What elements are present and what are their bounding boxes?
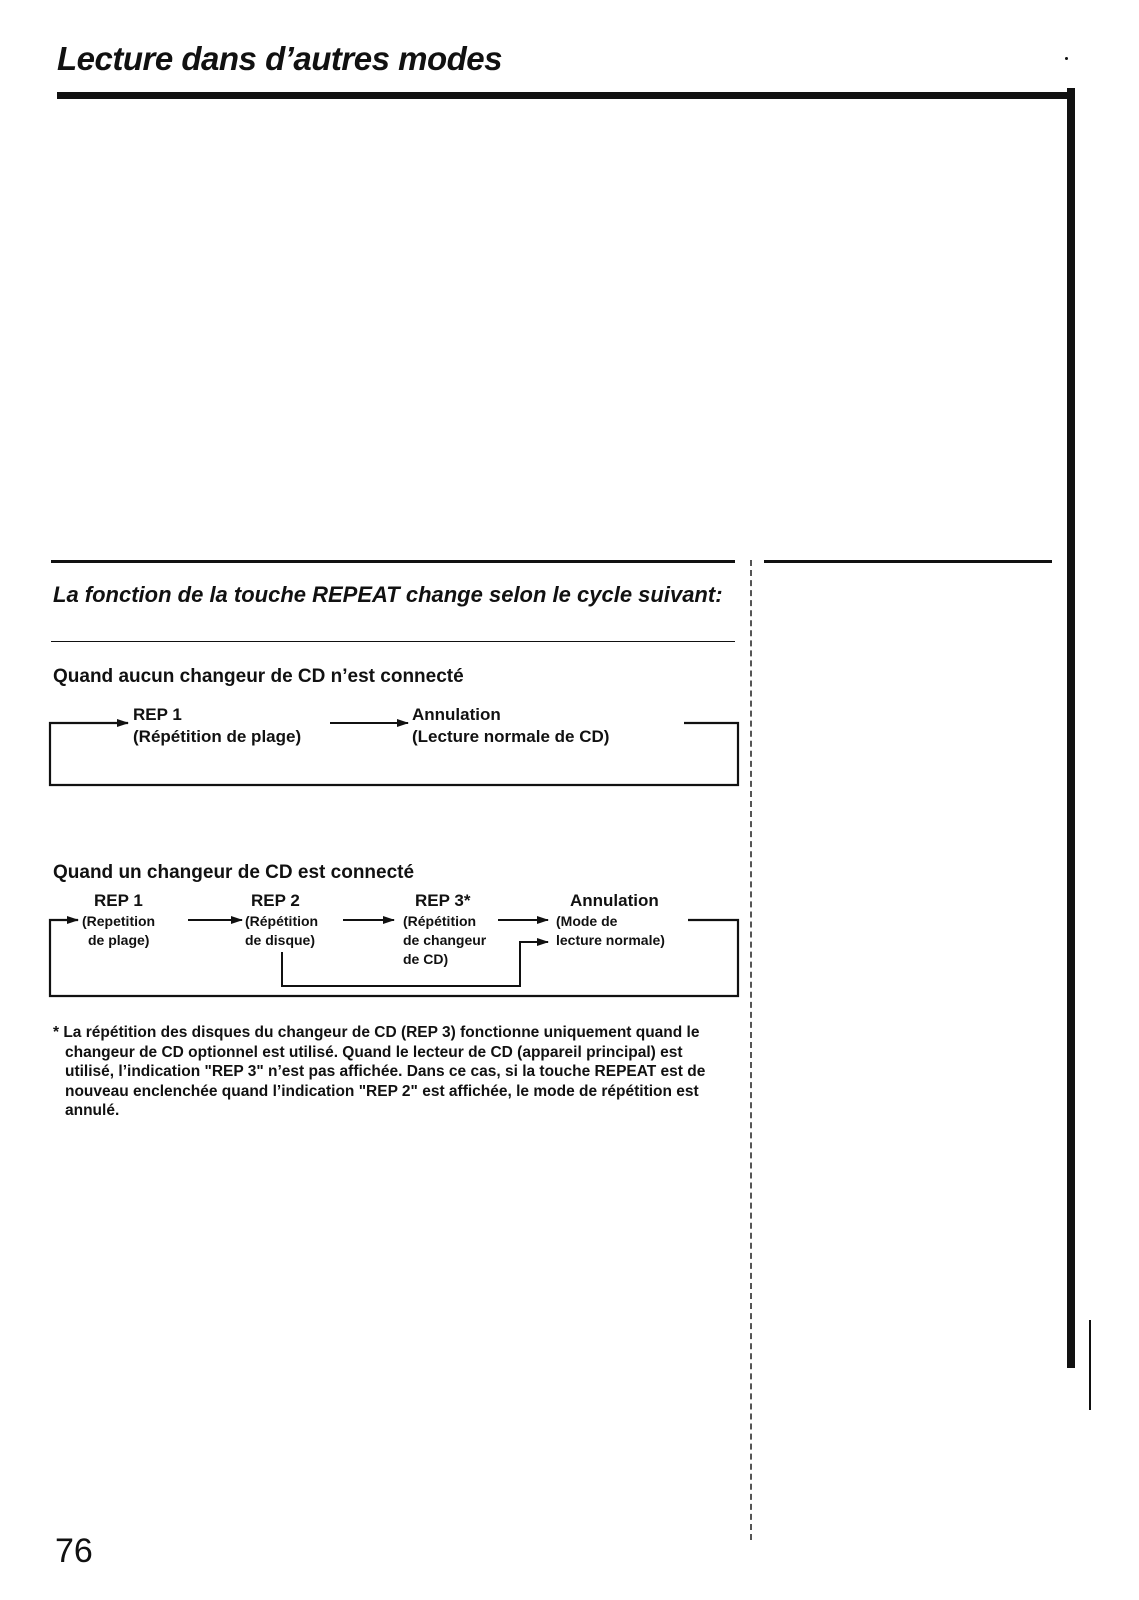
step-cancel-title: Annulation bbox=[412, 705, 501, 724]
changer-heading: Quand un changeur de CD est connecté bbox=[53, 862, 415, 883]
margin-dot bbox=[1065, 57, 1068, 60]
no-changer-heading: Quand aucun changeur de CD n’est connecté bbox=[53, 666, 464, 687]
step-rep3-desc-3: de CD) bbox=[403, 951, 449, 967]
step-rep3-desc-1: (Répétition bbox=[403, 913, 477, 929]
page-edge-bar bbox=[1067, 88, 1075, 1368]
changer-cycle-diagram bbox=[48, 890, 748, 1002]
section-subrule bbox=[51, 641, 735, 642]
step-rep3-desc-2: de changeur bbox=[403, 932, 487, 948]
no-changer-cycle-diagram bbox=[48, 700, 748, 790]
sidebar-rule bbox=[764, 560, 1052, 563]
step-rep2-desc-2: de disque) bbox=[245, 932, 316, 948]
step-rep1-title: REP 1 bbox=[133, 705, 182, 724]
footnote: * La répétition des disques du changeur de CD (REP 3) fonctionne uniquement quand le changeur de CD optionnel est utilisé. Quand le lecteur de CD (appareil principal) est utilisé, l’indication "REP 3" n’est pas affichée. Dans ce cas, si la touche REPEAT est de nouveau enclenchée quand l’indication "REP 2" est affichée, le mode de répétition est annulé. bbox=[53, 1024, 706, 1119]
step-cancel-desc-1: (Mode de bbox=[556, 913, 618, 929]
step-rep1-desc-2: de plage) bbox=[88, 932, 150, 948]
step-rep1-desc: (Répétition de plage) bbox=[133, 727, 302, 746]
step-rep1-title: REP 1 bbox=[94, 891, 143, 910]
step-rep3-title: REP 3* bbox=[415, 891, 471, 910]
step-rep2-title: REP 2 bbox=[251, 891, 300, 910]
column-divider bbox=[750, 560, 752, 1540]
step-cancel-desc: (Lecture normale de CD) bbox=[412, 727, 610, 746]
step-cancel-title: Annulation bbox=[570, 891, 659, 910]
step-rep2-desc-1: (Répétition bbox=[245, 913, 319, 929]
page-number: 76 bbox=[55, 1532, 93, 1570]
page-edge-mark bbox=[1089, 1320, 1091, 1410]
section-heading: La fonction de la touche REPEAT change selon le cycle suivant: bbox=[53, 582, 723, 607]
step-rep1-desc-1: (Repetition bbox=[82, 913, 156, 929]
title-rule bbox=[57, 92, 1069, 99]
step-cancel-desc-2: lecture normale) bbox=[556, 932, 665, 948]
page-title: Lecture dans d’autres modes bbox=[57, 40, 502, 77]
section-rule bbox=[51, 560, 735, 563]
